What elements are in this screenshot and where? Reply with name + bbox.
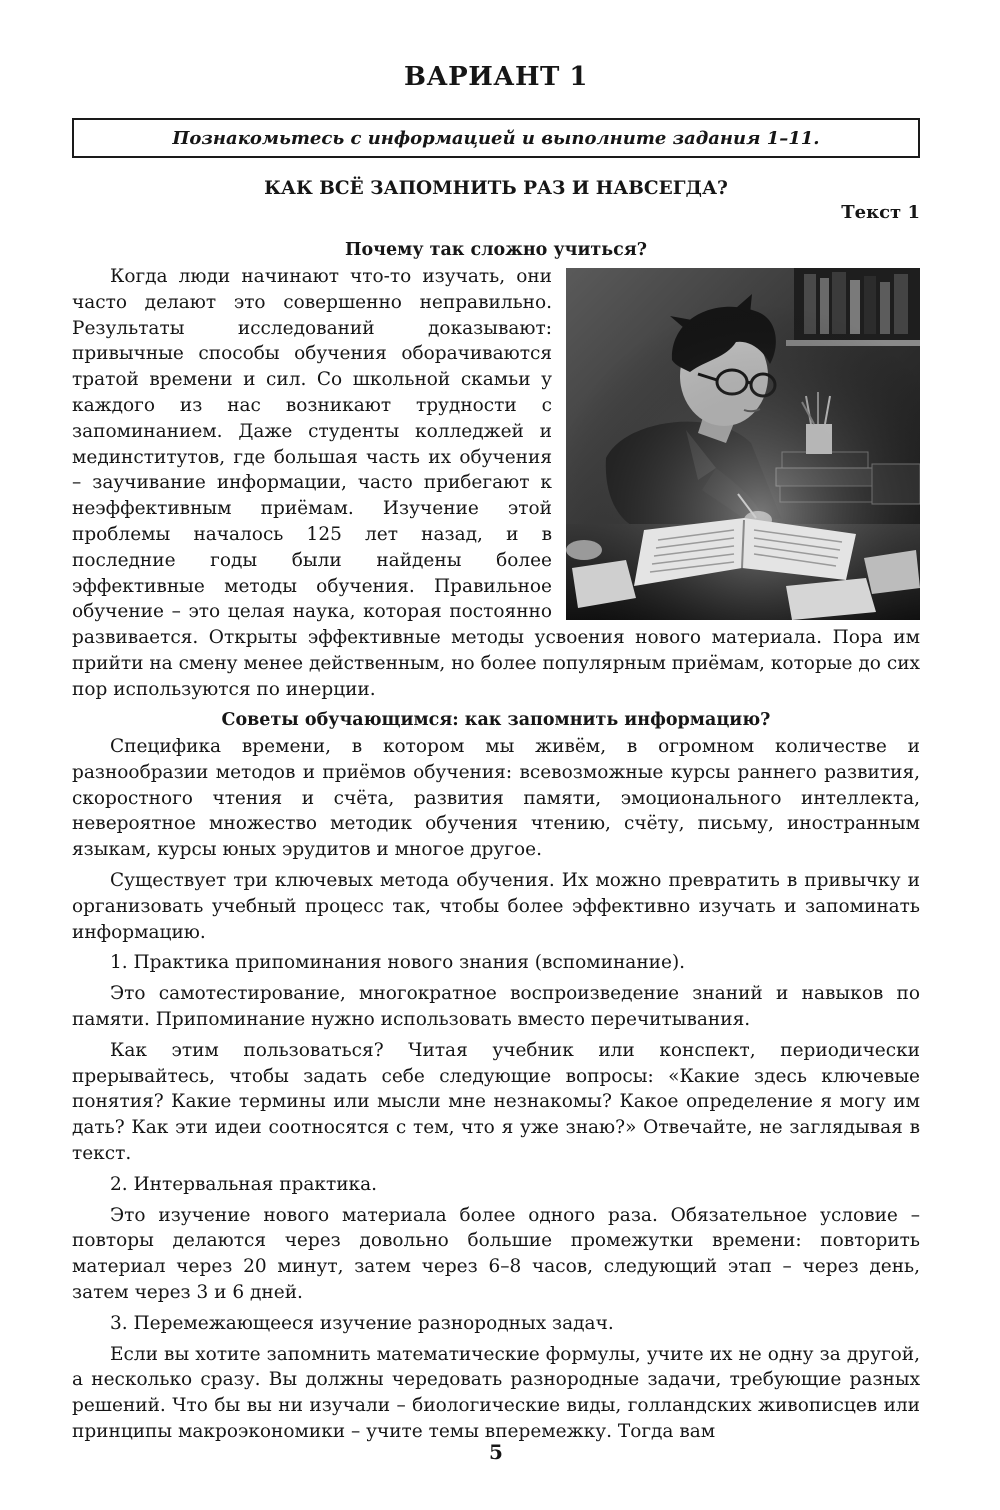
method-heading: 2. Интервальная практика.: [110, 1173, 378, 1195]
paragraph: Это самотестирование, многократное воспроизведение знаний и навыков по памяти. Припоминание нужно использовать вместо перечитывания.: [72, 983, 920, 1030]
illustration-wrap-spacer: [552, 264, 920, 624]
paragraph: Это изучение нового материала более одного раза. Обязательное условие – повторы делаются через довольно большие промежутки времени: повторить материал через 20 минут, затем через 6–8 часов, следующий этап – через день, затем через 3 и 6 дней.: [72, 1204, 920, 1303]
section-tips-body: [72, 734, 920, 1445]
text-label: Текст 1: [841, 202, 920, 223]
paragraph: Когда люди начинают что-то изучать, они часто делают это совершенно неправильно. Результаты исследований доказывают: привычные способы обучения оборачиваются тратой времени и сил. Со школьной скамьи у каждого из нас возникают трудности с запоминанием. Даже студенты колледжей и мединститутов, где большая часть их обучения – заучивание информации, часто прибегают к неэффективным приёмам. Изучение этой проблемы началось 125 лет назад, и в последние годы были найдены более эффективные методы обучения. Правильное обучение – это целая наука, которая постоянно развивается. Открыты эффективные методы усвоения нового материала. Пора им прийти на смену менее действенным, но более популярным приёмам, которые до сих пор используются по инерции.: [72, 266, 920, 700]
paragraph: Если вы хотите запомнить математические формулы, учите их не одну за другой, а несколько сразу. Вы должны чередовать разнородные задачи, требующие разных решений. Что бы вы ни изучали – биологические виды, голландских живописцев или принципы макроэкономики – учите темы вперемежку. Тогда вам: [72, 1343, 920, 1442]
paragraph: Специфика времени, в котором мы живём, в огромном количестве и разнообразии методов и приёмов обучения: всевозможные курсы раннего развития, скоростного чтения и счёта, развития памяти, эмоционального интеллекта, невероятное множество методик обучения чтению, счёту, письму, иностранным языкам, курсы юных эрудитов и многое другое.: [72, 736, 920, 861]
method-heading: 3. Перемежающееся изучение разнородных задач.: [110, 1312, 614, 1334]
page-number: 5: [489, 1440, 503, 1464]
paragraph: Как этим пользоваться? Читая учебник или конспект, периодически прерывайтесь, чтобы задать себе следующие вопросы: «Какие здесь ключевые понятия? Какие термины или мысли мне незнакомы? Какое определение я могу им дать? Как эти идеи соотносятся с тем, что я уже знаю?» Отвечайте, не заглядывая в текст.: [72, 1039, 920, 1164]
section-heading-why-hard: Почему так сложно учиться?: [344, 240, 647, 260]
section-why-hard-body: [72, 264, 920, 703]
variant-title: ВАРИАНТ 1: [404, 62, 588, 92]
method-heading: 1. Практика припоминания нового знания (вспоминание).: [110, 952, 686, 974]
instruction-box: [72, 118, 920, 158]
section-heading-tips: Советы обучающимся: как запомнить информацию?: [221, 710, 771, 730]
paragraph: Существует три ключевых метода обучения. Их можно превратить в привычку и организовать учебный процесс так, чтобы более эффективно изучать и запоминать информацию.: [72, 869, 920, 943]
article-title: КАК ВСЁ ЗАПОМНИТЬ РАЗ И НАВСЕГДА?: [264, 178, 728, 199]
instruction-text: Познакомьтесь с информацией и выполните задания 1–11.: [172, 127, 820, 149]
